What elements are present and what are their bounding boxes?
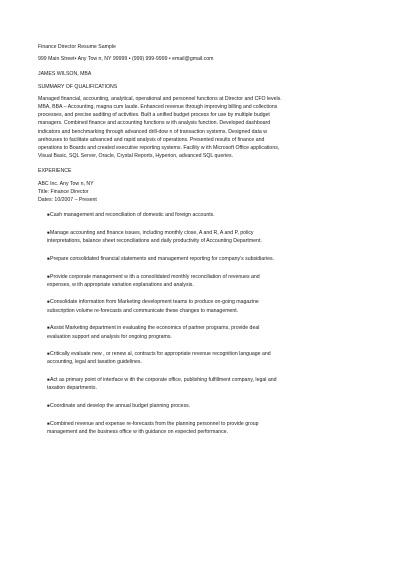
bullet-text: Consolidate information from Marketing development teams to produce on-going magazine subscription volume re-forecasts and communicate these changes to management. <box>47 299 259 314</box>
bullet-mark: ■ <box>47 403 50 409</box>
document-title: Finance Director Resume Sample <box>38 44 116 50</box>
experience-bullet <box>47 211 282 219</box>
experience-bullet <box>47 420 282 436</box>
job-title-line: Title: Finance Director <box>38 188 89 195</box>
experience-bullet-list <box>38 211 288 436</box>
bullet-mark: ■ <box>47 299 50 305</box>
bullet-text: Combined revenue and expense re-forecasts from the planning personnel to provide group management and the business office w ith guidance on expected performance. <box>47 420 259 435</box>
experience-bullet <box>47 324 282 340</box>
bullet-mark: ■ <box>47 325 50 331</box>
dates-line: Dates: 10/2007 – Present <box>38 197 97 204</box>
bullet-text: Provide corporate management w ith a consolidated monthly reconciliation of revenues and expenses, w ith appropriate variation explanations and analysis. <box>47 273 260 288</box>
bullet-text: Act as primary point of interface w ith the corporate office, publishing fulfillment company, legal and taxation departments. <box>47 377 277 392</box>
bullet-text: Critically evaluate new , or renew al, contracts for appropriate revenue recognition language and accounting, legal and taxation guidelines. <box>47 351 271 366</box>
summary-heading: SUMMARY OF QUALIFICATIONS <box>38 83 118 90</box>
company-line: ABC Inc. Any Tow n, NY <box>38 180 94 187</box>
bullet-text: Assist Marketing department in evaluating the economics of partner programs, provide deal evaluation support and analysis for ongoing programs. <box>47 325 260 340</box>
candidate-name: JAMES WILSON, MBA <box>38 71 92 78</box>
experience-bullet <box>47 350 282 366</box>
bullet-mark: ■ <box>47 212 50 218</box>
bullet-text: Prepare consolidated financial statements and management reporting for company’s subsidiaries. <box>50 255 274 262</box>
experience-bullet <box>47 376 282 392</box>
bullet-text: Cash management and reconciliation of domestic and foreign accounts. <box>50 212 215 219</box>
experience-bullet <box>47 273 282 289</box>
experience-bullet <box>47 402 282 410</box>
bullet-mark: ■ <box>47 273 50 279</box>
experience-bullet <box>47 255 282 263</box>
bullet-text: Coordinate and develop the annual budget planning process. <box>50 403 191 410</box>
bullet-mark: ■ <box>47 351 50 357</box>
contact-line: 999 Main Street• Any Tow n, NY 99999 • (999) 999-9999 • email@gmail.com <box>38 56 214 63</box>
bullet-mark: ■ <box>47 255 50 261</box>
experience-bullet <box>47 229 282 245</box>
experience-bullet <box>47 298 282 314</box>
bullet-mark: ■ <box>47 377 50 383</box>
summary-paragraph: Managed financial, accounting, analytical, operational and personnel functions at Director and CFO levels. MBA, BBA – Accounting, magna cum laude. Enhanced revenue through improving billing and collections processes, and precise auditing of activities. Built a unified budget process for use by multiple budget managers. Combined finance and accounting functions w ith analysis function. Developed dashboard indicators and benchmarking through advanced drill-dow n of transaction systems. Designed data w arehouses to facilitate advanced and rapid analysis of operations. Presented results of finance and operations to Boards and created executive reporting systems. Facility w ith Microsoft Office applications, Visual Basic, SQL Server, Oracle, Crystal Reports, Hyperion, advanced SQL queries. <box>38 95 282 160</box>
bullet-mark: ■ <box>47 420 50 426</box>
bullet-text: Manage accounting and finance issues, including monthly close, A and R, A and P, policy interpretations, balance sheet reconciliations and daily productivity of Accounting Department. <box>47 229 262 245</box>
experience-heading: EXPERIENCE <box>38 168 72 175</box>
resume-content <box>38 43 288 446</box>
bullet-mark: ■ <box>47 229 50 235</box>
